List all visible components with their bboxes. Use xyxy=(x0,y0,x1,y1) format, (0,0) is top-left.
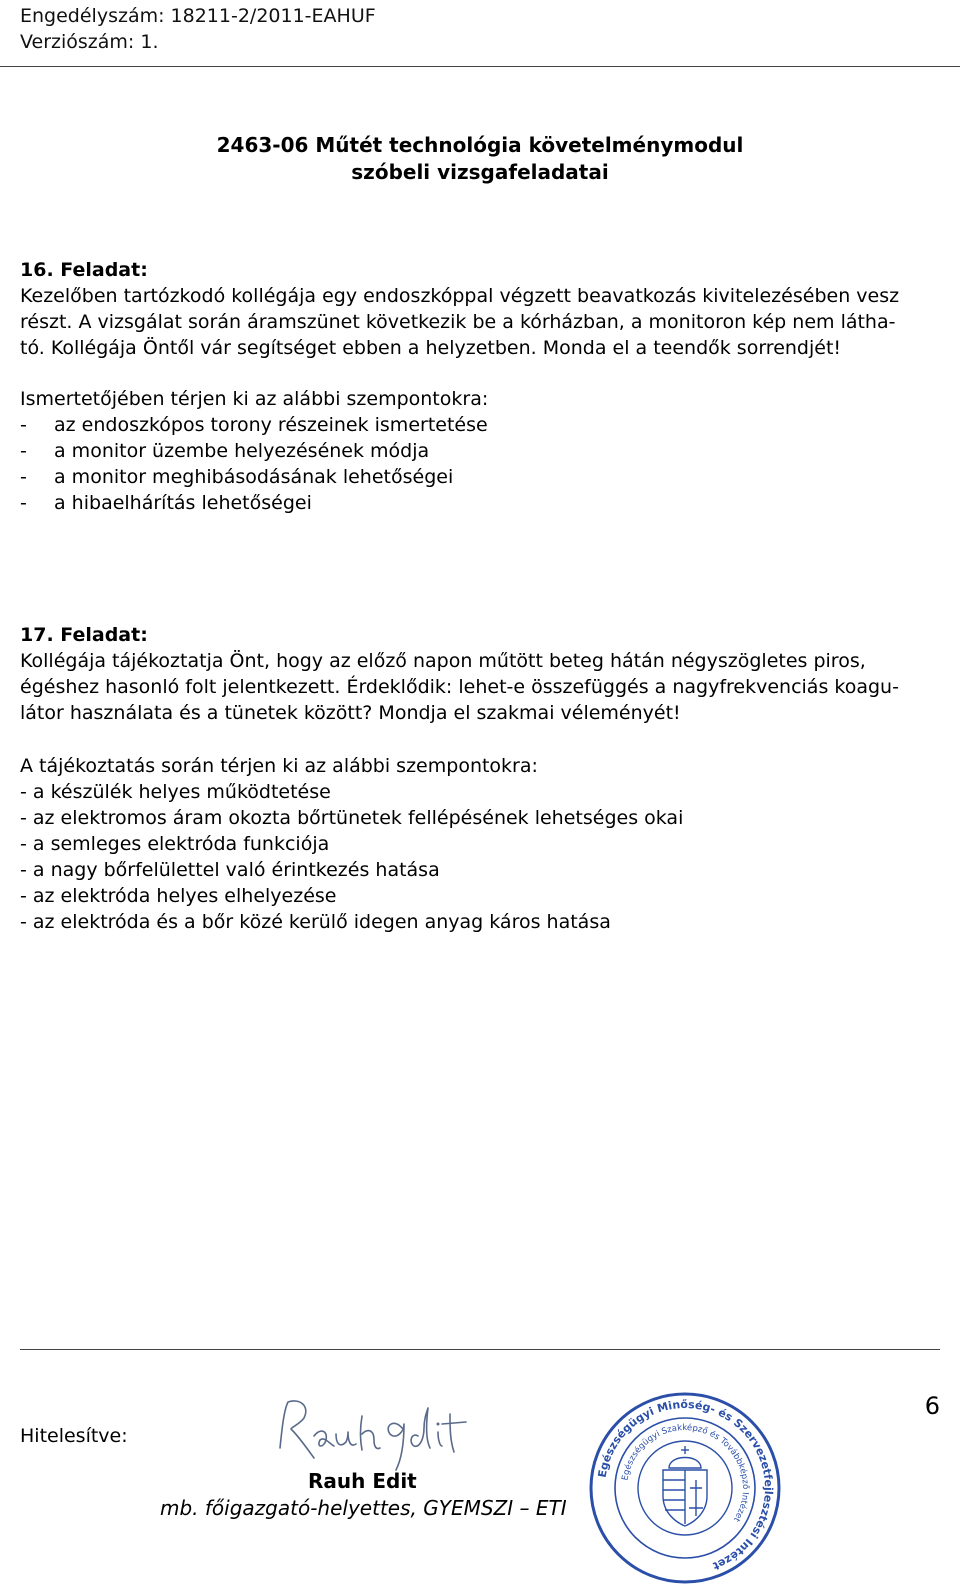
task-17-text-line: Kollégája tájékoztatja Önt, hogy az előző napon műtött beteg hátán négyszögletes piros, xyxy=(20,650,866,672)
task-16-point xyxy=(20,438,429,464)
task-16-text-line: részt. A vizsgálat során áramszünet következik be a kórházban, a monitoron kép nem látha- xyxy=(20,311,896,333)
task-16-point xyxy=(20,490,312,516)
point-text: a monitor meghibásodásának lehetőségei xyxy=(54,466,454,488)
task-17-heading: 17. Feladat: xyxy=(20,624,148,646)
official-seal xyxy=(585,1388,785,1588)
dash-bullet: - xyxy=(20,492,27,514)
header-divider xyxy=(0,66,960,67)
dash-bullet: - xyxy=(20,466,27,488)
handwritten-signature xyxy=(270,1388,500,1478)
task-16-point xyxy=(20,464,453,490)
task-17-point: - az elektróda helyes elhelyezése xyxy=(20,885,337,907)
task-17-point: - az elektróda és a bőr közé kerülő idegen anyag káros hatása xyxy=(20,911,611,933)
dash-bullet: - xyxy=(20,414,27,436)
document-title: 2463-06 Műtét technológia követelménymodul xyxy=(216,133,744,157)
task-17-point: - az elektromos áram okozta bőrtünetek fellépésének lehetséges okai xyxy=(20,807,684,829)
license-number: Engedélyszám: 18211-2/2011-EAHUF xyxy=(20,5,376,27)
svg-text:Egészségügyi Minőség- és Szerv: Egészségügyi Minőség- és Szervezetfejlesztési Intézet xyxy=(595,1397,776,1573)
certified-label: Hitelesítve: xyxy=(20,1425,128,1447)
page-number: 6 xyxy=(924,1392,940,1420)
task-16-heading: 16. Feladat: xyxy=(20,259,148,281)
version-number: Verziószám: 1. xyxy=(20,31,159,53)
task-17-text-line: látor használata és a tünetek között? Mondja el szakmai véleményét! xyxy=(20,702,681,724)
document-subtitle: szóbeli vizsgafeladatai xyxy=(351,160,609,184)
task-16-point xyxy=(20,412,488,438)
signer-title: mb. főigazgató-helyettes, GYEMSZI – ETI xyxy=(160,1496,567,1520)
point-text: az endoszkópos torony részeinek ismertetése xyxy=(54,414,488,436)
task-17-intro: A tájékoztatás során térjen ki az alábbi szempontokra: xyxy=(20,755,538,777)
task-17-point: - a semleges elektróda funkciója xyxy=(20,833,330,855)
task-16-text-line: tó. Kollégája Öntől vár segítséget ebben a helyzetben. Monda el a teendők sorrendjét! xyxy=(20,337,842,359)
task-16-intro: Ismertetőjében térjen ki az alábbi szempontokra: xyxy=(20,388,489,410)
footer-divider xyxy=(20,1349,940,1350)
point-text: a hibaelhárítás lehetőségei xyxy=(54,492,312,514)
task-17-point: - a nagy bőrfelülettel való érintkezés hatása xyxy=(20,859,440,881)
dash-bullet: - xyxy=(20,440,27,462)
task-17-point: - a készülék helyes működtetése xyxy=(20,781,331,803)
svg-text:Egészségügyi Szakképző és Tová: Egészségügyi Szakképző és Továbbképző Intézet xyxy=(620,1422,751,1524)
point-text: a monitor üzembe helyezésének módja xyxy=(54,440,430,462)
task-17-text-line: égéshez hasonló folt jelentkezett. Érdeklődik: lehet-e összefüggés a nagyfrekvenciás koagu- xyxy=(20,676,899,698)
task-16-text-line: Kezelőben tartózkodó kollégája egy endoszkóppal végzett beavatkozás kivitelezésében vesz xyxy=(20,285,900,307)
signer-name: Rauh Edit xyxy=(308,1469,417,1493)
